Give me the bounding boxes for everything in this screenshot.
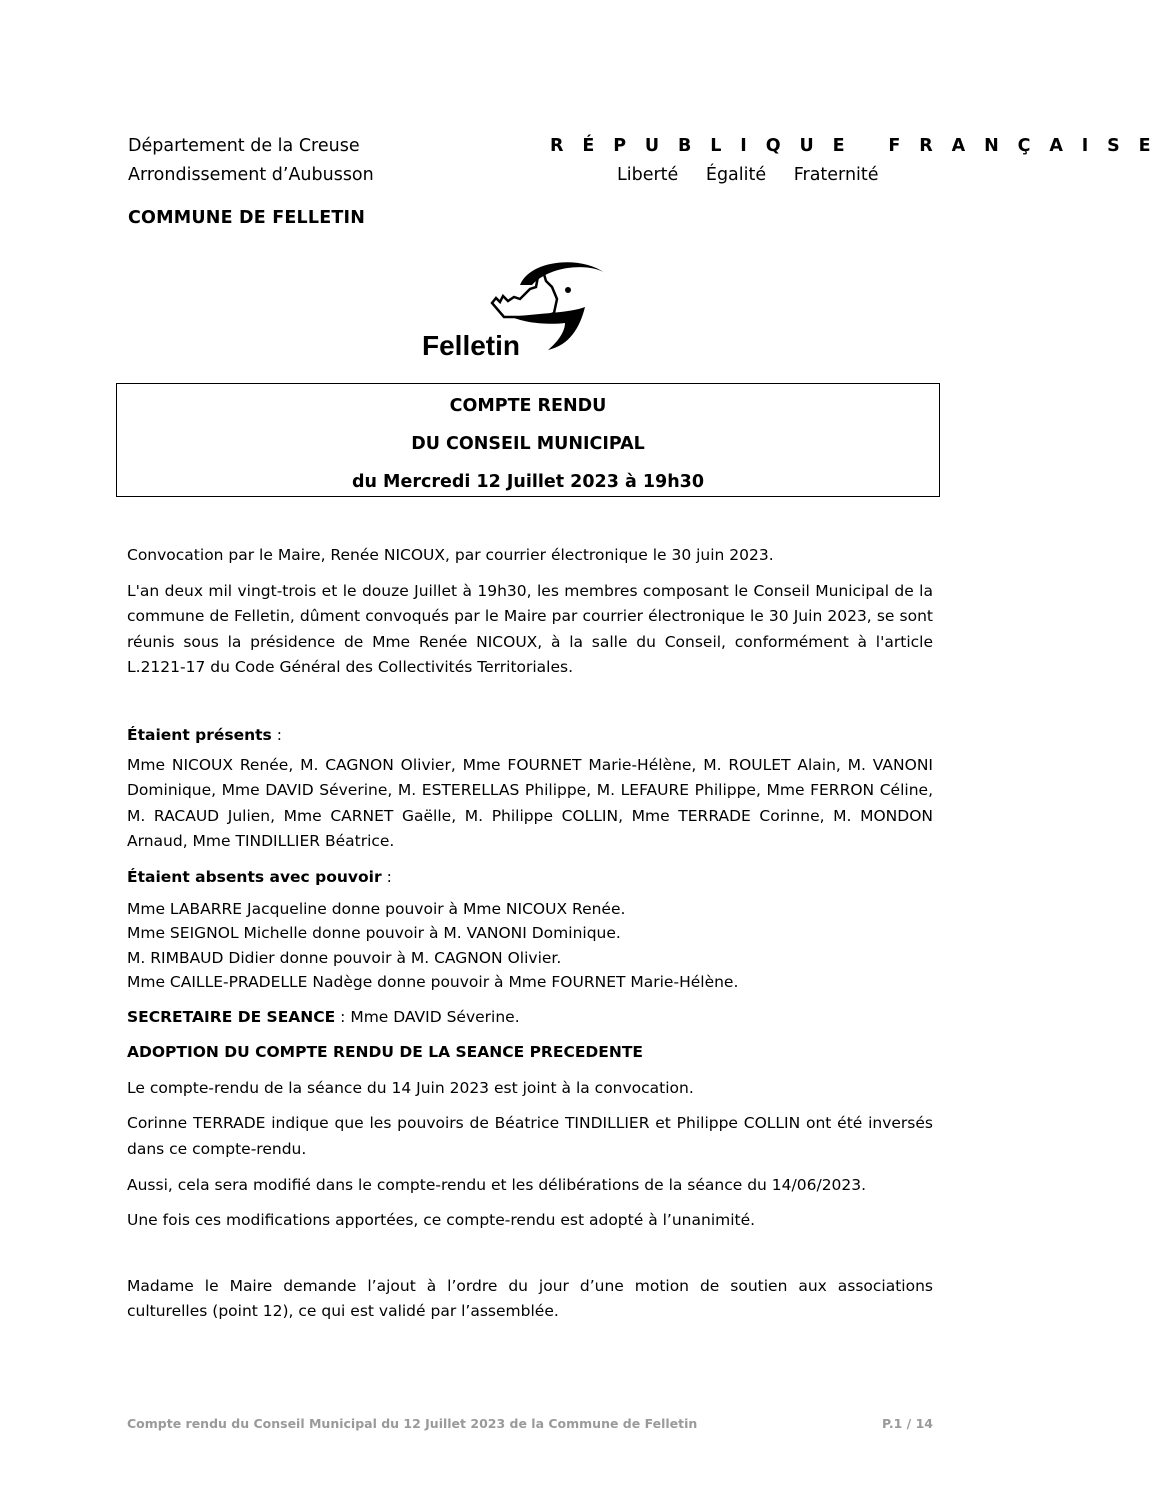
motto-egalite: Égalité [705,165,767,185]
header-right [520,132,1157,190]
title-line-1: COMPTE RENDU [449,396,607,416]
convocation-paragraph: Convocation par le Maire, Renée NICOUX, par courrier électronique le 30 juin 2023. [127,546,774,564]
title-line-3: du Mercredi 12 Juillet 2023 à 19h30 [351,472,705,492]
present-sep: : [271,725,282,744]
list-item: M. RIMBAUD Didier donne pouvoir à M. CAGNON Olivier. [127,948,562,967]
absent-list [127,897,933,995]
motto-fraternite: Fraternité [793,165,879,185]
secretary-value: : Mme DAVID Séverine. [335,1007,520,1026]
present-label: Étaient présents [127,725,272,744]
absent-sep: : [381,867,392,886]
intro-paragraph: L'an deux mil vingt-trois et le douze Juillet à 19h30, les membres composant le Conseil Municipal de la commune de Felletin, dûment convoqués par le Maire par courrier électronique le 30 Juin 2023, se sont réunis sous la présidence de Mme Renée NICOUX, à la salle du Conseil, conformément à l'article L.2121-17 du Code Général des Collectivités Territoriales. [127,581,933,677]
title-box [116,383,940,497]
adoption-heading: ADOPTION DU COMPTE RENDU DE LA SEANCE PRECEDENTE [127,1043,644,1062]
document-body [127,543,933,1335]
page-footer [127,1416,933,1431]
list-item: Mme CAILLE-PRADELLE Nadège donne pouvoir à Mme FOURNET Marie-Hélène. [127,973,739,992]
footer-title: Compte rendu du Conseil Municipal du 12 Juillet 2023 de la Commune de Felletin [127,1416,698,1431]
adoption-paragraph-4: Une fois ces modifications apportées, ce compte-rendu est adopté à l’unanimité. [127,1211,756,1230]
absent-heading [127,865,933,891]
present-heading [127,723,933,749]
motion-paragraph: Madame le Maire demande l’ajout à l’ordre du jour d’une motion de soutien aux associations culturelles (point 12), ce qui est validé par l’assemblée. [127,1276,933,1321]
absent-label: Étaient absents avec pouvoir [127,867,382,886]
secretary-label: SECRETAIRE DE SEANCE [127,1007,336,1026]
adoption-paragraph-2: Corinne TERRADE indique que les pouvoirs de Béatrice TINDILLIER et Philippe COLLIN ont été inversés dans ce compte-rendu. [127,1114,933,1158]
page-number: P.1 / 14 [882,1416,933,1431]
secretary-line [127,1005,933,1031]
commune-label: COMMUNE DE FELLETIN [128,208,366,228]
motto [520,161,950,190]
republic-label: R É P U B L I Q U E F R A N Ç A I S E [550,136,1157,156]
list-item: Mme SEIGNOL Michelle donne pouvoir à M. VANONI Dominique. [127,924,621,943]
logo-text: Felletin [422,330,521,361]
list-item: Mme LABARRE Jacqueline donne pouvoir à Mme NICOUX Renée. [127,899,626,918]
present-list: Mme NICOUX Renée, M. CAGNON Olivier, Mme FOURNET Marie-Hélène, M. ROULET Alain, M. VANONI Dominique, Mme DAVID Séverine, M. ESTERELLAS Philippe, M. LEFAURE Philippe, Mme FERRON Céline, M. RACAUD Julien, Mme CARNET Gaëlle, M. Philippe COLLIN, Mme TERRADE Corinne, M. MONDON Arnaud, Mme TINDILLIER Béatrice. [127,755,933,851]
header-left [128,132,428,228]
title-line-2: DU CONSEIL MUNICIPAL [411,434,645,454]
adoption-paragraph-3: Aussi, cela sera modifié dans le compte-rendu et les délibérations de la séance du 14/06/2023. [127,1175,867,1194]
arrondissement-label: Arrondissement d’Aubusson [128,165,374,185]
adoption-paragraph-1: Le compte-rendu de la séance du 14 Juin 2023 est joint à la convocation. [127,1078,694,1097]
department-label: Département de la Creuse [128,136,360,156]
motto-liberte: Liberté [617,165,679,185]
felletin-logo-icon [420,255,620,365]
